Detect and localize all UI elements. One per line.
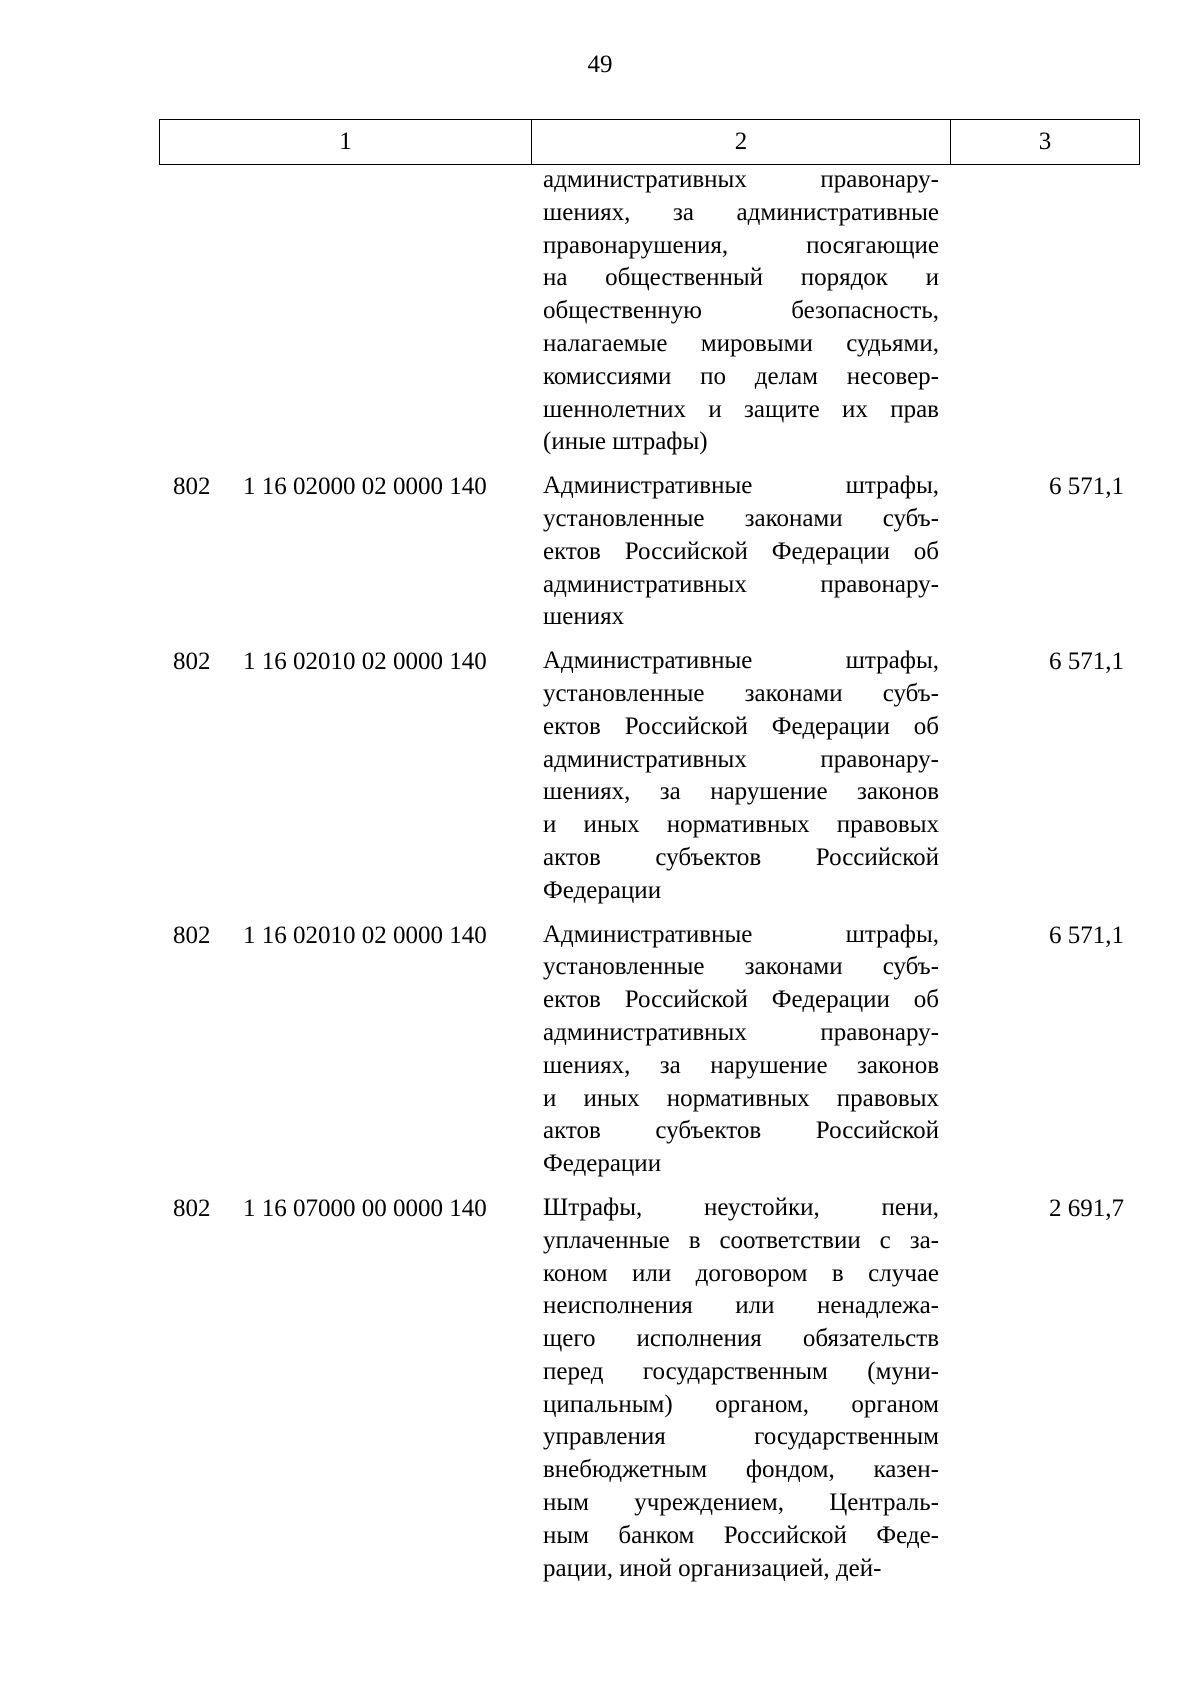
description-line: Федерации <box>543 1150 662 1178</box>
row-admin-code: 802 <box>173 921 211 949</box>
description-line: ектов Российской Федерации об <box>543 712 939 740</box>
description-line: шениях, за нарушение законов <box>543 1051 939 1079</box>
row-budget-code: 1 16 02000 02 0000 140 <box>243 473 487 501</box>
row-description <box>543 164 939 459</box>
description-line: (иные штрафы) <box>543 428 708 456</box>
description-line: управления государственным <box>543 1423 939 1451</box>
description-line: ципальным) органом, органом <box>543 1390 939 1418</box>
row-description <box>543 470 939 634</box>
description-line: Административные штрафы, <box>543 472 939 500</box>
description-line: внебюджетным фондом, казен- <box>543 1456 939 1484</box>
description-line: комиссиями по делам несовер- <box>543 362 939 390</box>
page-number: 49 <box>587 51 613 78</box>
description-line: Штрафы, неустойки, пени, <box>543 1193 939 1221</box>
row-description <box>543 919 939 1181</box>
row-description <box>543 645 939 907</box>
table-body <box>159 164 1136 1585</box>
description-line: общественную безопасность, <box>543 297 939 325</box>
description-line: на общественный порядок и <box>543 264 939 292</box>
header-col-1: 1 <box>160 120 532 165</box>
description-line: актов субъектов Российской <box>543 843 939 871</box>
header-col-2: 2 <box>532 120 951 165</box>
row-amount: 6 571,1 <box>1049 473 1124 501</box>
row-budget-code: 1 16 02010 02 0000 140 <box>243 921 487 949</box>
row-description <box>543 1192 939 1586</box>
description-line: ектов Российской Федерации об <box>543 537 939 565</box>
description-line: правонарушения, посягающие <box>543 231 939 259</box>
row-budget-code: 1 16 02010 02 0000 140 <box>243 648 487 676</box>
description-line: Административные штрафы, <box>543 920 939 948</box>
description-line: и иных нормативных правовых <box>543 1084 939 1112</box>
table-header <box>159 119 1140 165</box>
description-line: шеннолетних и защите их прав <box>543 395 939 423</box>
row-admin-code: 802 <box>173 473 211 501</box>
description-line: установленные законами субъ- <box>543 504 939 532</box>
description-line: шениях, за административные <box>543 198 939 226</box>
description-line: Федерации <box>543 876 662 904</box>
header-col-3: 3 <box>951 120 1140 165</box>
description-line: щего исполнения обязательств <box>543 1325 939 1353</box>
description-line: установленные законами субъ- <box>543 679 939 707</box>
row-amount: 6 571,1 <box>1049 921 1124 949</box>
table-row <box>159 919 1136 1181</box>
row-admin-code: 802 <box>173 648 211 676</box>
description-line: неисполнения или ненадлежа- <box>543 1292 939 1320</box>
description-line: административных правонару- <box>543 166 939 193</box>
description-line: уплаченные в соответствии с за- <box>543 1226 939 1254</box>
description-line: рации, иной организацией, дей- <box>543 1554 882 1582</box>
description-line: ектов Российской Федерации об <box>543 986 939 1014</box>
description-line: перед государственным (муни- <box>543 1357 939 1385</box>
row-admin-code: 802 <box>173 1194 211 1222</box>
description-line: Административные штрафы, <box>543 647 939 675</box>
row-budget-code: 1 16 07000 00 0000 140 <box>243 1194 487 1222</box>
table-row <box>159 164 1136 459</box>
description-line: ным учреждением, Централь- <box>543 1489 939 1517</box>
description-line: административных правонару- <box>543 570 939 598</box>
description-line: установленные законами субъ- <box>543 953 939 981</box>
row-amount: 2 691,7 <box>1049 1194 1124 1222</box>
description-line: шениях, за нарушение законов <box>543 778 939 806</box>
table-row <box>159 645 1136 907</box>
table-row <box>159 470 1136 634</box>
table-row <box>159 1192 1136 1586</box>
row-amount: 6 571,1 <box>1049 648 1124 676</box>
description-line: и иных нормативных правовых <box>543 811 939 839</box>
description-line: актов субъектов Российской <box>543 1117 939 1145</box>
description-line: ным банком Российской Феде- <box>543 1521 939 1549</box>
description-line: административных правонару- <box>543 1018 939 1046</box>
description-line: налагаемые мировыми судьями, <box>543 329 939 357</box>
description-line: административных правонару- <box>543 745 939 773</box>
description-line: шениях <box>543 603 625 631</box>
description-line: коном или договором в случае <box>543 1259 939 1287</box>
